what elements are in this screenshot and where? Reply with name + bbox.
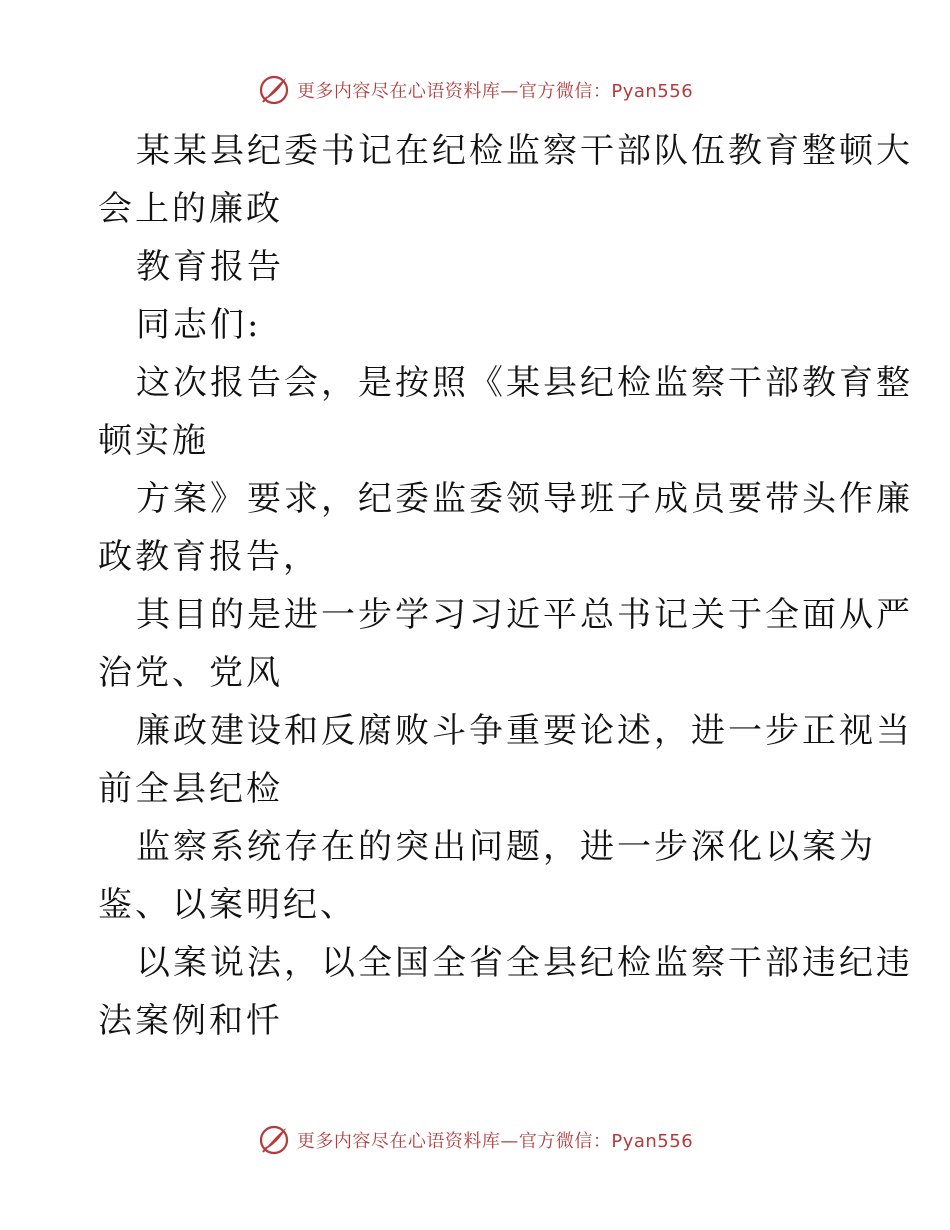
document-line: 前全县纪检 — [98, 769, 283, 809]
feather-pen-logo-icon — [257, 1123, 291, 1157]
document-line: 会上的廉政 — [98, 189, 283, 229]
document-line: 同志们: — [136, 305, 262, 345]
document-line: 教育报告 — [136, 247, 284, 287]
feather-pen-logo-icon — [257, 73, 291, 107]
document-body — [98, 122, 913, 1050]
header-watermark — [0, 70, 950, 110]
document-line: 方案》要求，纪委监委领导班子成员要带头作廉 — [136, 479, 913, 519]
document-line: 鉴、以案明纪、 — [98, 885, 357, 925]
document-line: 顿实施 — [98, 421, 209, 461]
watermark-text: 更多内容尽在心语资料库—官方微信：Pyan556 — [296, 81, 694, 102]
document-line: 法案例和忏 — [98, 1001, 283, 1041]
document-line: 某某县纪委书记在纪检监察干部队伍教育整顿大 — [136, 131, 913, 171]
watermark-text: 更多内容尽在心语资料库—官方微信：Pyan556 — [296, 1131, 694, 1152]
document-line: 政教育报告， — [98, 537, 320, 577]
document-line: 以案说法，以全国全省全县纪检监察干部违纪违 — [136, 943, 913, 983]
document-line: 其目的是进一步学习习近平总书记关于全面从严 — [136, 595, 913, 635]
document-line: 治党、党风 — [98, 653, 283, 693]
document-line: 廉政建设和反腐败斗争重要论述，进一步正视当 — [136, 711, 913, 751]
footer-watermark — [0, 1120, 950, 1160]
document-line: 监察系统存在的突出问题，进一步深化以案为 — [136, 827, 876, 867]
document-line: 这次报告会，是按照《某县纪检监察干部教育整 — [136, 363, 913, 403]
